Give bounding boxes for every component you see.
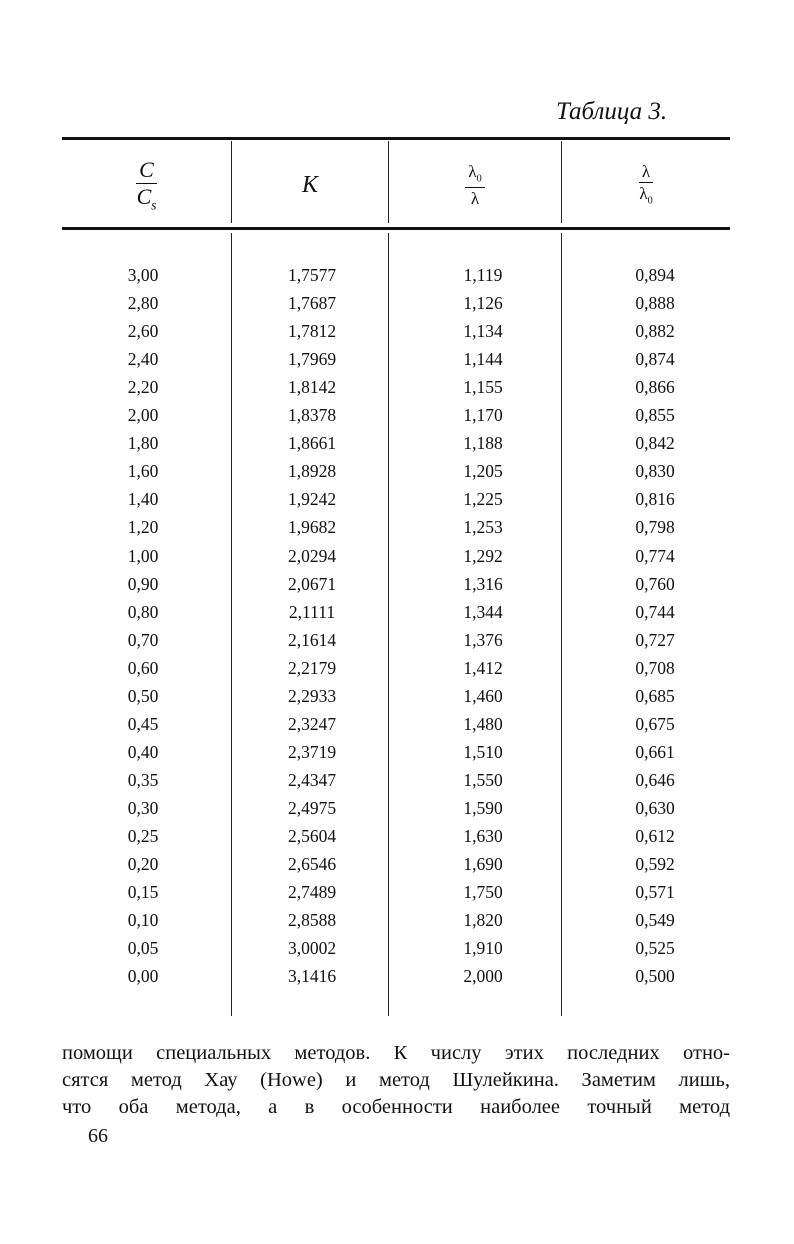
- table-cell: 2,6546: [287, 854, 337, 875]
- table-cell: 1,590: [463, 797, 503, 818]
- table-cell: 2,20: [127, 377, 159, 398]
- table-cell: 1,119: [463, 265, 503, 285]
- table-cell: 1,460: [463, 685, 503, 706]
- table-cell: 1,550: [463, 769, 503, 790]
- table-cell: 1,8928: [287, 461, 337, 482]
- table-cell: 1,344: [463, 601, 503, 622]
- table-cell: 0,882: [635, 321, 675, 342]
- table-cell: 0,646: [635, 769, 675, 790]
- table-cell: 0,60: [127, 657, 159, 678]
- table-cell: 1,480: [463, 713, 503, 734]
- table-cell: 1,510: [463, 741, 503, 762]
- table-cell: 0,45: [127, 713, 159, 734]
- table-cell: 0,866: [635, 377, 675, 398]
- table-cell: 0,744: [635, 601, 675, 622]
- table-cell: 1,9242: [287, 489, 337, 510]
- table-cell: 0,661: [635, 741, 675, 762]
- table-caption: Таблица 3.: [556, 98, 668, 125]
- table-cell: 1,910: [463, 938, 503, 959]
- page-number: 66: [88, 1125, 108, 1147]
- table-cell: 0,30: [127, 797, 159, 818]
- table-cell: 0,816: [635, 489, 675, 510]
- table-cell: 1,412: [463, 657, 503, 678]
- table-cell: 1,60: [127, 461, 159, 482]
- table-cell: 2,0671: [287, 573, 337, 594]
- table-cell: 2,1111: [288, 601, 336, 622]
- table-cell: 0,727: [635, 629, 675, 650]
- table-cell: 0,10: [127, 910, 159, 931]
- table-cell: 2,000: [463, 966, 503, 987]
- column-divider: [561, 233, 562, 1016]
- table-cell: 0,50: [127, 685, 159, 706]
- table-cell: 1,134: [463, 321, 503, 342]
- table-cell: 1,690: [463, 854, 503, 875]
- table-cell: 0,708: [635, 657, 675, 678]
- table-cell: 0,675: [635, 713, 675, 734]
- table-cell: 2,2179: [287, 657, 337, 678]
- table-cell: 0,592: [635, 854, 675, 875]
- table-cell: 0,842: [635, 433, 675, 454]
- table-cell: 0,798: [635, 517, 675, 538]
- table-cell: 1,7577: [287, 265, 337, 285]
- table-cell: 3,0002: [287, 938, 337, 959]
- table-cell: 0,525: [635, 938, 675, 959]
- text-line: сятся метод Хау (Howe) и метод Шулейкина. Заметим лишь,: [62, 1069, 730, 1091]
- header-lambda-over-lambda0: $\frac{\lambda}{\lambda_0}$: [639, 162, 653, 207]
- table-cell: 1,376: [463, 629, 503, 650]
- table-cell: 3,1416: [287, 966, 337, 987]
- table-cell: 2,8588: [287, 910, 337, 931]
- table-cell: 1,00: [127, 545, 159, 566]
- table-cell: 0,20: [127, 854, 159, 875]
- column-divider: [231, 233, 232, 1016]
- table-cell: 2,40: [127, 349, 159, 370]
- table-cell: 0,855: [635, 405, 675, 426]
- header-lambda0-over-lambda: $\frac{\lambda_0}{\lambda}$: [389, 150, 561, 220]
- table-cell: 0,35: [127, 769, 159, 790]
- table-cell: 0,760: [635, 573, 675, 594]
- table-cell: 1,292: [463, 545, 503, 566]
- table-cell: 0,894: [635, 265, 675, 285]
- table-cell: 2,3247: [287, 713, 337, 734]
- table-cell: 1,630: [463, 826, 503, 846]
- table-cell: 0,874: [635, 349, 675, 370]
- table-cell: 1,188: [463, 433, 503, 454]
- table-cell: 1,316: [463, 573, 503, 594]
- table-cell: 0,549: [635, 910, 675, 931]
- table-cell: 1,820: [463, 910, 503, 931]
- table-cell: 1,126: [463, 293, 503, 314]
- table-top-rule: [62, 137, 730, 140]
- table-cell: 2,1614: [287, 629, 337, 650]
- table-cell: 1,750: [463, 882, 503, 903]
- table-cell: 0,888: [635, 293, 675, 314]
- table-cell: 0,70: [127, 629, 159, 650]
- table-cell: 1,80: [127, 433, 159, 454]
- table-cell: 1,8378: [287, 405, 337, 426]
- table-cell: 1,7812: [287, 321, 337, 342]
- table-cell: 1,8142: [287, 377, 337, 398]
- table-cell: 1,20: [127, 517, 159, 538]
- header-k: K: [301, 171, 318, 198]
- table-cell: 1,7969: [287, 349, 337, 370]
- table-cell: 1,8661: [287, 433, 337, 454]
- table-cell: 0,25: [127, 826, 159, 846]
- table-cell: 0,685: [635, 685, 675, 706]
- table-cell: 0,05: [127, 938, 159, 959]
- table-cell: 0,612: [635, 826, 675, 846]
- table-cell: 1,253: [463, 517, 503, 538]
- table-cell: 1,170: [463, 405, 503, 426]
- table-cell: 2,60: [127, 321, 159, 342]
- table-cell: 3,00: [127, 265, 159, 285]
- table-cell: 1,7687: [287, 293, 337, 314]
- table-cell: 0,90: [127, 573, 159, 594]
- table-cell: 0,571: [635, 882, 675, 903]
- column-divider: [388, 233, 389, 1016]
- table-cell: 2,80: [127, 293, 159, 314]
- table-cell: 0,500: [635, 966, 675, 987]
- text-line: что оба метода, а в особенности наиболее точный метод: [62, 1096, 730, 1118]
- table-cell: 2,4347: [287, 769, 337, 790]
- table-cell: 0,630: [635, 797, 675, 818]
- table-cell: 1,225: [463, 489, 503, 510]
- table-cell: 1,144: [463, 349, 503, 370]
- table-cell: 2,3719: [287, 741, 337, 762]
- table-cell: 0,40: [127, 741, 159, 762]
- table-cell: 2,5604: [287, 826, 337, 846]
- header-c-over-cs: $\frac{C}{C_s}$: [136, 156, 157, 213]
- table-header-rule: [62, 227, 730, 230]
- table-cell: 2,4975: [287, 797, 337, 818]
- table-cell: 0,15: [127, 882, 159, 903]
- table-cell: 2,7489: [287, 882, 337, 903]
- text-line: помощи специальных методов. К числу этих последних отно-: [62, 1042, 730, 1064]
- table-cell: 1,205: [463, 461, 503, 482]
- table-cell: 0,80: [127, 601, 159, 622]
- table-cell: 1,40: [127, 489, 159, 510]
- table-cell: 2,00: [127, 405, 159, 426]
- table-cell: 1,155: [463, 377, 503, 398]
- table-cell: 1,9682: [287, 517, 337, 538]
- table-cell: 0,774: [635, 545, 675, 566]
- table-cell: 0,830: [635, 461, 675, 482]
- table-cell: 0,00: [127, 966, 159, 987]
- table-cell: 2,2933: [287, 685, 337, 706]
- table-cell: 2,0294: [287, 545, 337, 566]
